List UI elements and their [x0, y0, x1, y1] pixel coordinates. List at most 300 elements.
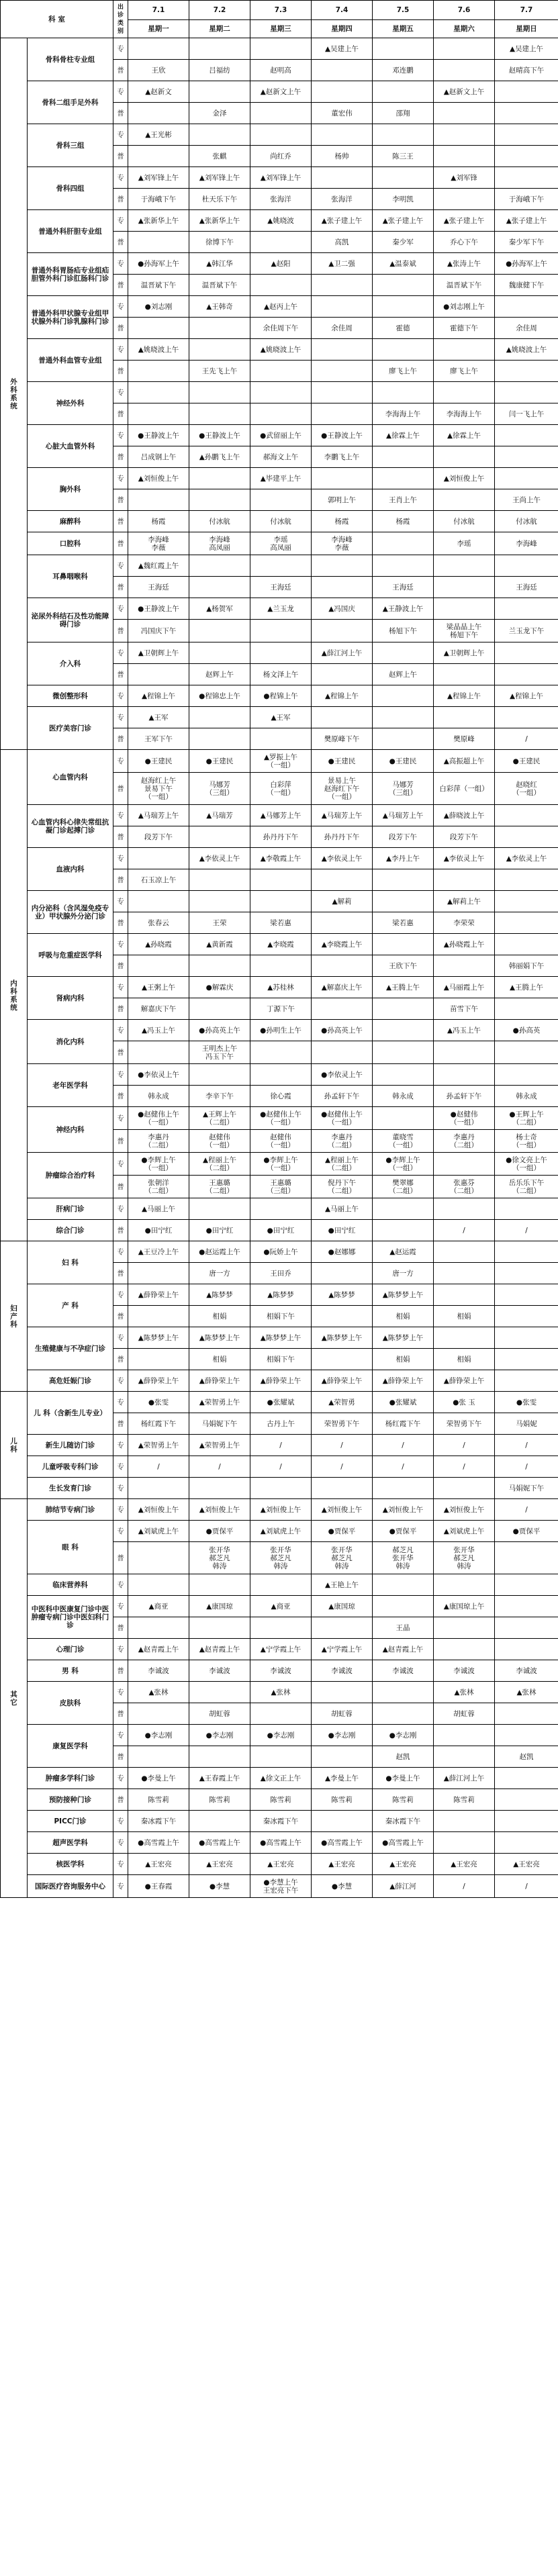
clinic-type: 专: [113, 1574, 128, 1596]
schedule-cell: [312, 1854, 373, 1875]
table-row: [1, 555, 558, 577]
header-weekday: 星期五: [373, 20, 434, 38]
cell-line: 李荣荣: [453, 918, 475, 927]
cell-line: 杨霞: [151, 517, 166, 526]
schedule-header: [1, 1, 558, 38]
schedule-cell: [373, 1875, 434, 1898]
schedule-cell: [434, 1639, 495, 1660]
schedule-cell: [250, 750, 312, 773]
cell-line: 郝芝凡: [453, 1554, 475, 1562]
cell-line: 李瑶: [457, 539, 471, 548]
schedule-cell: [189, 1176, 250, 1198]
clinic-type: 专: [113, 339, 128, 361]
cell-line: （一组）: [144, 1163, 173, 1172]
cell-line: 赵晓红: [516, 780, 537, 789]
cell-line: 李惠丹: [331, 1133, 353, 1141]
schedule-cell: [189, 1413, 250, 1435]
dept-name: [28, 1811, 113, 1832]
cell-line: 景易上午: [328, 776, 356, 785]
schedule-cell: [373, 642, 434, 664]
cell-line: 张海洋: [331, 195, 353, 203]
clinic-type: 专: [113, 1198, 128, 1220]
cell-line: ▲马瑞芳上午: [138, 811, 179, 820]
schedule-cell: [189, 361, 250, 382]
schedule-cell: [128, 912, 189, 934]
schedule-cell: [373, 275, 434, 296]
schedule-cell: [189, 555, 250, 577]
cell-line: /: [340, 1441, 343, 1449]
cell-line: 赵海红上午: [140, 776, 177, 785]
cell-line: 中医科: [31, 1605, 53, 1613]
schedule-cell: [495, 60, 558, 81]
schedule-cell: [373, 446, 434, 468]
schedule-cell: [495, 38, 558, 60]
cell-line: ▲姚晓波: [267, 216, 294, 225]
schedule-cell: [128, 1370, 189, 1392]
cell-line: 乔心下午: [450, 238, 478, 246]
schedule-cell: [312, 848, 373, 869]
cell-line: 余佳周: [516, 324, 537, 332]
schedule-cell: [128, 81, 189, 103]
schedule-cell: [250, 1041, 312, 1064]
schedule-cell: [373, 891, 434, 912]
schedule-cell: [189, 81, 250, 103]
clinic-type: 普: [113, 664, 128, 685]
group-label: [1, 1499, 28, 1898]
table-row: [1, 1854, 558, 1875]
schedule-cell: [128, 103, 189, 124]
schedule-cell: [312, 1349, 373, 1370]
dept-name: [28, 167, 113, 210]
cell-line: ▲刘恒俊上午: [443, 474, 485, 483]
cell-line: ▲黄新霞: [206, 940, 233, 949]
cell-line: 内分泌科: [31, 904, 60, 912]
schedule-cell: [312, 1284, 373, 1306]
schedule-cell: [189, 1499, 250, 1521]
schedule-cell: [128, 1284, 189, 1306]
schedule-cell: [495, 1220, 558, 1241]
cell-line: ▲李曼上午: [324, 1774, 359, 1782]
schedule-cell: [250, 511, 312, 532]
cell-line: ▲李晓霞上午: [321, 940, 363, 949]
schedule-cell: [373, 38, 434, 60]
schedule-cell: [434, 1086, 495, 1107]
cell-line: ▲王粥上午: [141, 983, 176, 992]
schedule-cell: [434, 577, 495, 598]
table-row: [1, 598, 558, 620]
schedule-cell: [189, 1478, 250, 1499]
cell-line: 张春云: [148, 918, 169, 927]
schedule-cell: [189, 685, 250, 707]
schedule-cell: [434, 532, 495, 555]
schedule-cell: [250, 1370, 312, 1392]
schedule-cell: [434, 425, 495, 446]
clinic-type: 专: [113, 642, 128, 664]
cell-line: 李海海上午: [446, 410, 482, 418]
schedule-cell: [312, 532, 373, 555]
schedule-cell: [128, 1086, 189, 1107]
cell-line: （含新生儿专业）: [50, 1409, 107, 1417]
schedule-cell: [434, 1768, 495, 1789]
cell-line: ●赵娜娜: [328, 1247, 356, 1256]
cell-line: ▲冯玉上午: [141, 1026, 176, 1035]
cell-line: ●孙高英上午: [321, 1026, 363, 1035]
schedule-cell: [250, 1521, 312, 1542]
table-row: [1, 1107, 558, 1130]
schedule-cell: [434, 382, 495, 403]
schedule-cell: [128, 685, 189, 707]
schedule-cell: [128, 1542, 189, 1574]
schedule-cell: [250, 977, 312, 998]
schedule-cell: [434, 1499, 495, 1521]
schedule-cell: [434, 60, 495, 81]
schedule-cell: [189, 1542, 250, 1574]
clinic-type: 专: [113, 1241, 128, 1263]
cell-line: 赵辉上午: [389, 670, 417, 679]
table-row: [1, 977, 558, 998]
cell-line: 付冰航: [453, 517, 475, 526]
group-char: 产: [10, 1312, 17, 1321]
schedule-cell: [434, 728, 495, 750]
group-label: [1, 750, 28, 1241]
clinic-type: 专: [113, 210, 128, 232]
schedule-cell: [373, 848, 434, 869]
schedule-cell: [250, 1086, 312, 1107]
schedule-cell: [250, 912, 312, 934]
schedule-cell: [312, 1327, 373, 1349]
schedule-cell: [312, 1521, 373, 1542]
cell-line: ●李慧: [331, 1882, 353, 1891]
cell-line: ▲王宏亮: [145, 1860, 172, 1868]
cell-line: 苗雪下午: [450, 1004, 478, 1013]
cell-line: 段芳下午: [144, 832, 173, 841]
cell-line: ▲陈梦梦上午: [321, 1333, 363, 1342]
schedule-cell: [312, 361, 373, 382]
cell-line: 肾病内科: [56, 994, 85, 1002]
schedule-cell: [434, 1413, 495, 1435]
clinic-type: 专: [113, 1639, 128, 1660]
cell-line: 李瑶: [273, 535, 288, 544]
cell-line: 杨红霞下午: [140, 1419, 177, 1428]
schedule-cell: [495, 1086, 558, 1107]
schedule-cell: [434, 81, 495, 103]
cell-line: 李诚波: [331, 1666, 353, 1675]
schedule-cell: [189, 728, 250, 750]
cell-line: ▲薛铮荣上午: [199, 1376, 240, 1385]
cell-line: （一组）: [267, 1163, 295, 1172]
schedule-cell: [189, 1130, 250, 1153]
schedule-cell: [495, 511, 558, 532]
schedule-cell: [434, 1574, 495, 1596]
schedule-cell: [189, 1370, 250, 1392]
cell-line: ▲吴建上午: [509, 44, 544, 53]
cell-line: ▲解莉上午: [447, 897, 481, 906]
cell-line: （一组）: [328, 1118, 356, 1127]
cell-line: ▲王宏亮: [389, 1860, 416, 1868]
cell-line: ▲马瑞芳上午: [321, 811, 363, 820]
schedule-cell: [312, 253, 373, 275]
schedule-cell: [434, 403, 495, 425]
cell-line: ●王静波上午: [321, 431, 363, 440]
schedule-cell: [434, 1521, 495, 1542]
cell-line: 甲状腺专业组: [59, 309, 102, 318]
cell-line: 胡虹蓉: [331, 1709, 353, 1718]
clinic-type: 专: [113, 750, 128, 773]
schedule-cell: [128, 1349, 189, 1370]
clinic-type: 普: [113, 1746, 128, 1768]
schedule-cell: [189, 1521, 250, 1542]
table-row: [1, 1327, 558, 1349]
schedule-cell: [312, 1107, 373, 1130]
dept-name: [28, 1220, 113, 1241]
schedule-cell: [189, 1263, 250, 1284]
schedule-cell: [495, 1768, 558, 1789]
cell-line: ●李辉上午: [263, 1155, 298, 1164]
cell-line: ▲王光彬: [145, 130, 172, 139]
schedule-cell: [189, 1617, 250, 1639]
schedule-cell: [189, 1153, 250, 1176]
schedule-cell: [312, 275, 373, 296]
schedule-cell: [189, 1198, 250, 1220]
clinic-type: 普: [113, 912, 128, 934]
cell-line: （一组）: [512, 788, 541, 797]
cell-line: ▲冯玉上午: [447, 1026, 481, 1035]
schedule-cell: [128, 1041, 189, 1064]
table-row: [1, 707, 558, 728]
schedule-cell: [128, 1327, 189, 1349]
dept-name: [28, 1682, 113, 1725]
schedule-cell: [250, 296, 312, 318]
cell-line: 郝芝凡: [392, 1545, 414, 1554]
schedule-cell: [250, 38, 312, 60]
cell-line: 高凯: [334, 238, 349, 246]
cell-line: ●孙高英上午: [199, 1026, 240, 1035]
cell-line: ▲刘恒俊上午: [138, 1505, 179, 1514]
schedule-cell: [189, 598, 250, 620]
schedule-cell: [495, 598, 558, 620]
cell-line: ●王建民: [144, 757, 173, 765]
dept-name: [28, 1854, 113, 1875]
table-row: [1, 511, 558, 532]
cell-line: /: [525, 1226, 528, 1235]
schedule-cell: [250, 489, 312, 511]
schedule-cell: [373, 1153, 434, 1176]
schedule-cell: [250, 1875, 312, 1898]
clinic-type: 专: [113, 685, 128, 707]
schedule-cell: [434, 1220, 495, 1241]
schedule-cell: [312, 1789, 373, 1811]
schedule-cell: [128, 403, 189, 425]
clinic-type: 普: [113, 1176, 128, 1198]
schedule-cell: [128, 1574, 189, 1596]
schedule-cell: [250, 1392, 312, 1413]
schedule-cell: [495, 1306, 558, 1327]
schedule-cell: [434, 1660, 495, 1682]
schedule-cell: [128, 1768, 189, 1789]
cell-line: 郭明上午: [328, 495, 356, 504]
schedule-cell: [128, 1499, 189, 1521]
schedule-cell: [373, 425, 434, 446]
schedule-cell: [189, 318, 250, 339]
cell-line: ●田宁红: [205, 1226, 234, 1235]
schedule-cell: [312, 446, 373, 468]
dept-name: [28, 1478, 113, 1499]
header-date: 7.5: [373, 1, 434, 20]
group-char: 统: [10, 401, 17, 410]
cell-line: 骨科三组: [56, 141, 85, 150]
schedule-cell: [312, 1875, 373, 1898]
schedule-cell: [434, 468, 495, 489]
schedule-cell: [495, 912, 558, 934]
schedule-cell: [250, 1198, 312, 1220]
cell-line: ▲薛江河: [389, 1882, 416, 1891]
schedule-cell: [312, 1020, 373, 1041]
cell-line: ▲刘恒俊上午: [199, 1505, 240, 1514]
cell-line: 霍德: [396, 324, 410, 332]
cell-line: 赵晴高下午: [508, 66, 545, 75]
schedule-cell: [495, 1107, 558, 1130]
schedule-cell: [189, 38, 250, 60]
schedule-cell: [373, 1220, 434, 1241]
cell-line: 杨文泽上午: [263, 670, 299, 679]
clinic-type: 普: [113, 511, 128, 532]
cell-line: 普通外科: [31, 266, 60, 275]
cell-line: ▲王春霞上午: [199, 1774, 240, 1782]
table-row: [1, 1660, 558, 1682]
schedule-cell: [250, 1682, 312, 1703]
cell-line: 产 科: [62, 1301, 79, 1310]
cell-line: ▲王宏亮: [513, 1860, 540, 1868]
schedule-cell: [128, 707, 189, 728]
cell-line: 王欣: [151, 66, 166, 75]
schedule-cell: [495, 167, 558, 189]
schedule-cell: [312, 1478, 373, 1499]
schedule-cell: [128, 891, 189, 912]
cell-line: 李海峰: [209, 535, 230, 544]
dept-name: [28, 1660, 113, 1682]
cell-line: /: [218, 1462, 221, 1471]
schedule-cell: [373, 339, 434, 361]
cell-line: 杜天乐下午: [201, 195, 238, 203]
cell-line: 古丹上午: [267, 1419, 295, 1428]
schedule-cell: [495, 620, 558, 642]
schedule-cell: [312, 1413, 373, 1435]
table-row: [1, 382, 558, 403]
cell-line: ●田宁红: [267, 1226, 295, 1235]
cell-line: 耳鼻咽喉科: [52, 572, 88, 581]
cell-line: ▲赵运霞: [389, 1247, 416, 1256]
schedule-cell: [434, 1703, 495, 1725]
schedule-cell: [312, 1086, 373, 1107]
clinic-type: 普: [113, 728, 128, 750]
cell-line: 普通外科: [31, 309, 60, 318]
cell-line: 疝胆管外科门诊: [31, 266, 109, 283]
schedule-cell: [189, 1064, 250, 1086]
schedule-cell: [434, 1064, 495, 1086]
schedule-cell: [312, 511, 373, 532]
schedule-cell: [250, 1020, 312, 1041]
dept-name: [28, 1574, 113, 1596]
schedule-cell: [189, 1725, 250, 1746]
schedule-cell: [312, 1746, 373, 1768]
schedule-cell: [250, 642, 312, 664]
schedule-cell: [434, 620, 495, 642]
cell-line: 肿瘤多学科门诊: [45, 1774, 95, 1782]
schedule-cell: [128, 1263, 189, 1284]
schedule-cell: [312, 1198, 373, 1220]
clinic-type: 专: [113, 253, 128, 275]
schedule-cell: [495, 1153, 558, 1176]
cell-line: 国际医疗咨询: [35, 1882, 77, 1891]
schedule-cell: [434, 1435, 495, 1456]
table-row: [1, 891, 558, 912]
cell-line: ●张 玉: [453, 1398, 475, 1406]
schedule-cell: [373, 805, 434, 826]
cell-line: ▲陈梦梦上午: [138, 1333, 179, 1342]
schedule-cell: [312, 577, 373, 598]
schedule-cell: [128, 598, 189, 620]
group-char: 其: [10, 1690, 17, 1699]
header-date: 7.7: [495, 1, 558, 20]
cell-line: ▲商亚: [148, 1602, 169, 1611]
schedule-cell: [312, 38, 373, 60]
cell-line: ▲刘恒俊上午: [138, 474, 179, 483]
cell-line: （二组）: [512, 1118, 541, 1127]
schedule-cell: [373, 750, 434, 773]
schedule-cell: [434, 361, 495, 382]
cell-line: 吕福纺: [209, 66, 230, 75]
cell-line: ●王静波上午: [199, 431, 240, 440]
schedule-cell: [373, 1241, 434, 1263]
cell-line: 秦冰霞下午: [385, 1817, 421, 1825]
table-row: [1, 253, 558, 275]
header-type-label: 出诊类别: [113, 1, 128, 38]
cell-line: 秦少军下午: [508, 238, 545, 246]
schedule-cell: [434, 1811, 495, 1832]
cell-line: ●高雪霞上午: [138, 1838, 179, 1847]
schedule-cell: [495, 1725, 558, 1746]
cell-line: ▲马娜芳上午: [260, 811, 301, 820]
schedule-cell: [128, 1130, 189, 1153]
cell-line: ▲张新华上午: [138, 216, 179, 225]
cell-line: /: [157, 1462, 160, 1471]
cell-line: ▲程丽上午: [202, 1155, 237, 1164]
header-date: 7.1: [128, 1, 189, 20]
schedule-cell: [373, 1064, 434, 1086]
table-row: [1, 1284, 558, 1306]
dept-name: [28, 1370, 113, 1392]
schedule-cell: [250, 707, 312, 728]
cell-line: ▲薛江河上午: [443, 1774, 485, 1782]
schedule-cell: [128, 750, 189, 773]
schedule-cell: [434, 891, 495, 912]
schedule-cell: [373, 318, 434, 339]
dept-name: [28, 1153, 113, 1198]
schedule-cell: [312, 1153, 373, 1176]
schedule-cell: [373, 60, 434, 81]
schedule-cell: [495, 468, 558, 489]
schedule-cell: [250, 1725, 312, 1746]
schedule-cell: [434, 750, 495, 773]
cell-line: 男 科: [62, 1666, 79, 1675]
dept-name: [28, 1832, 113, 1854]
schedule-cell: [495, 489, 558, 511]
schedule-cell: [250, 103, 312, 124]
cell-line: 张开华: [209, 1545, 230, 1554]
cell-line: 付冰航: [270, 517, 291, 526]
schedule-cell: [250, 955, 312, 977]
cell-line: 心律失常组: [66, 818, 102, 826]
